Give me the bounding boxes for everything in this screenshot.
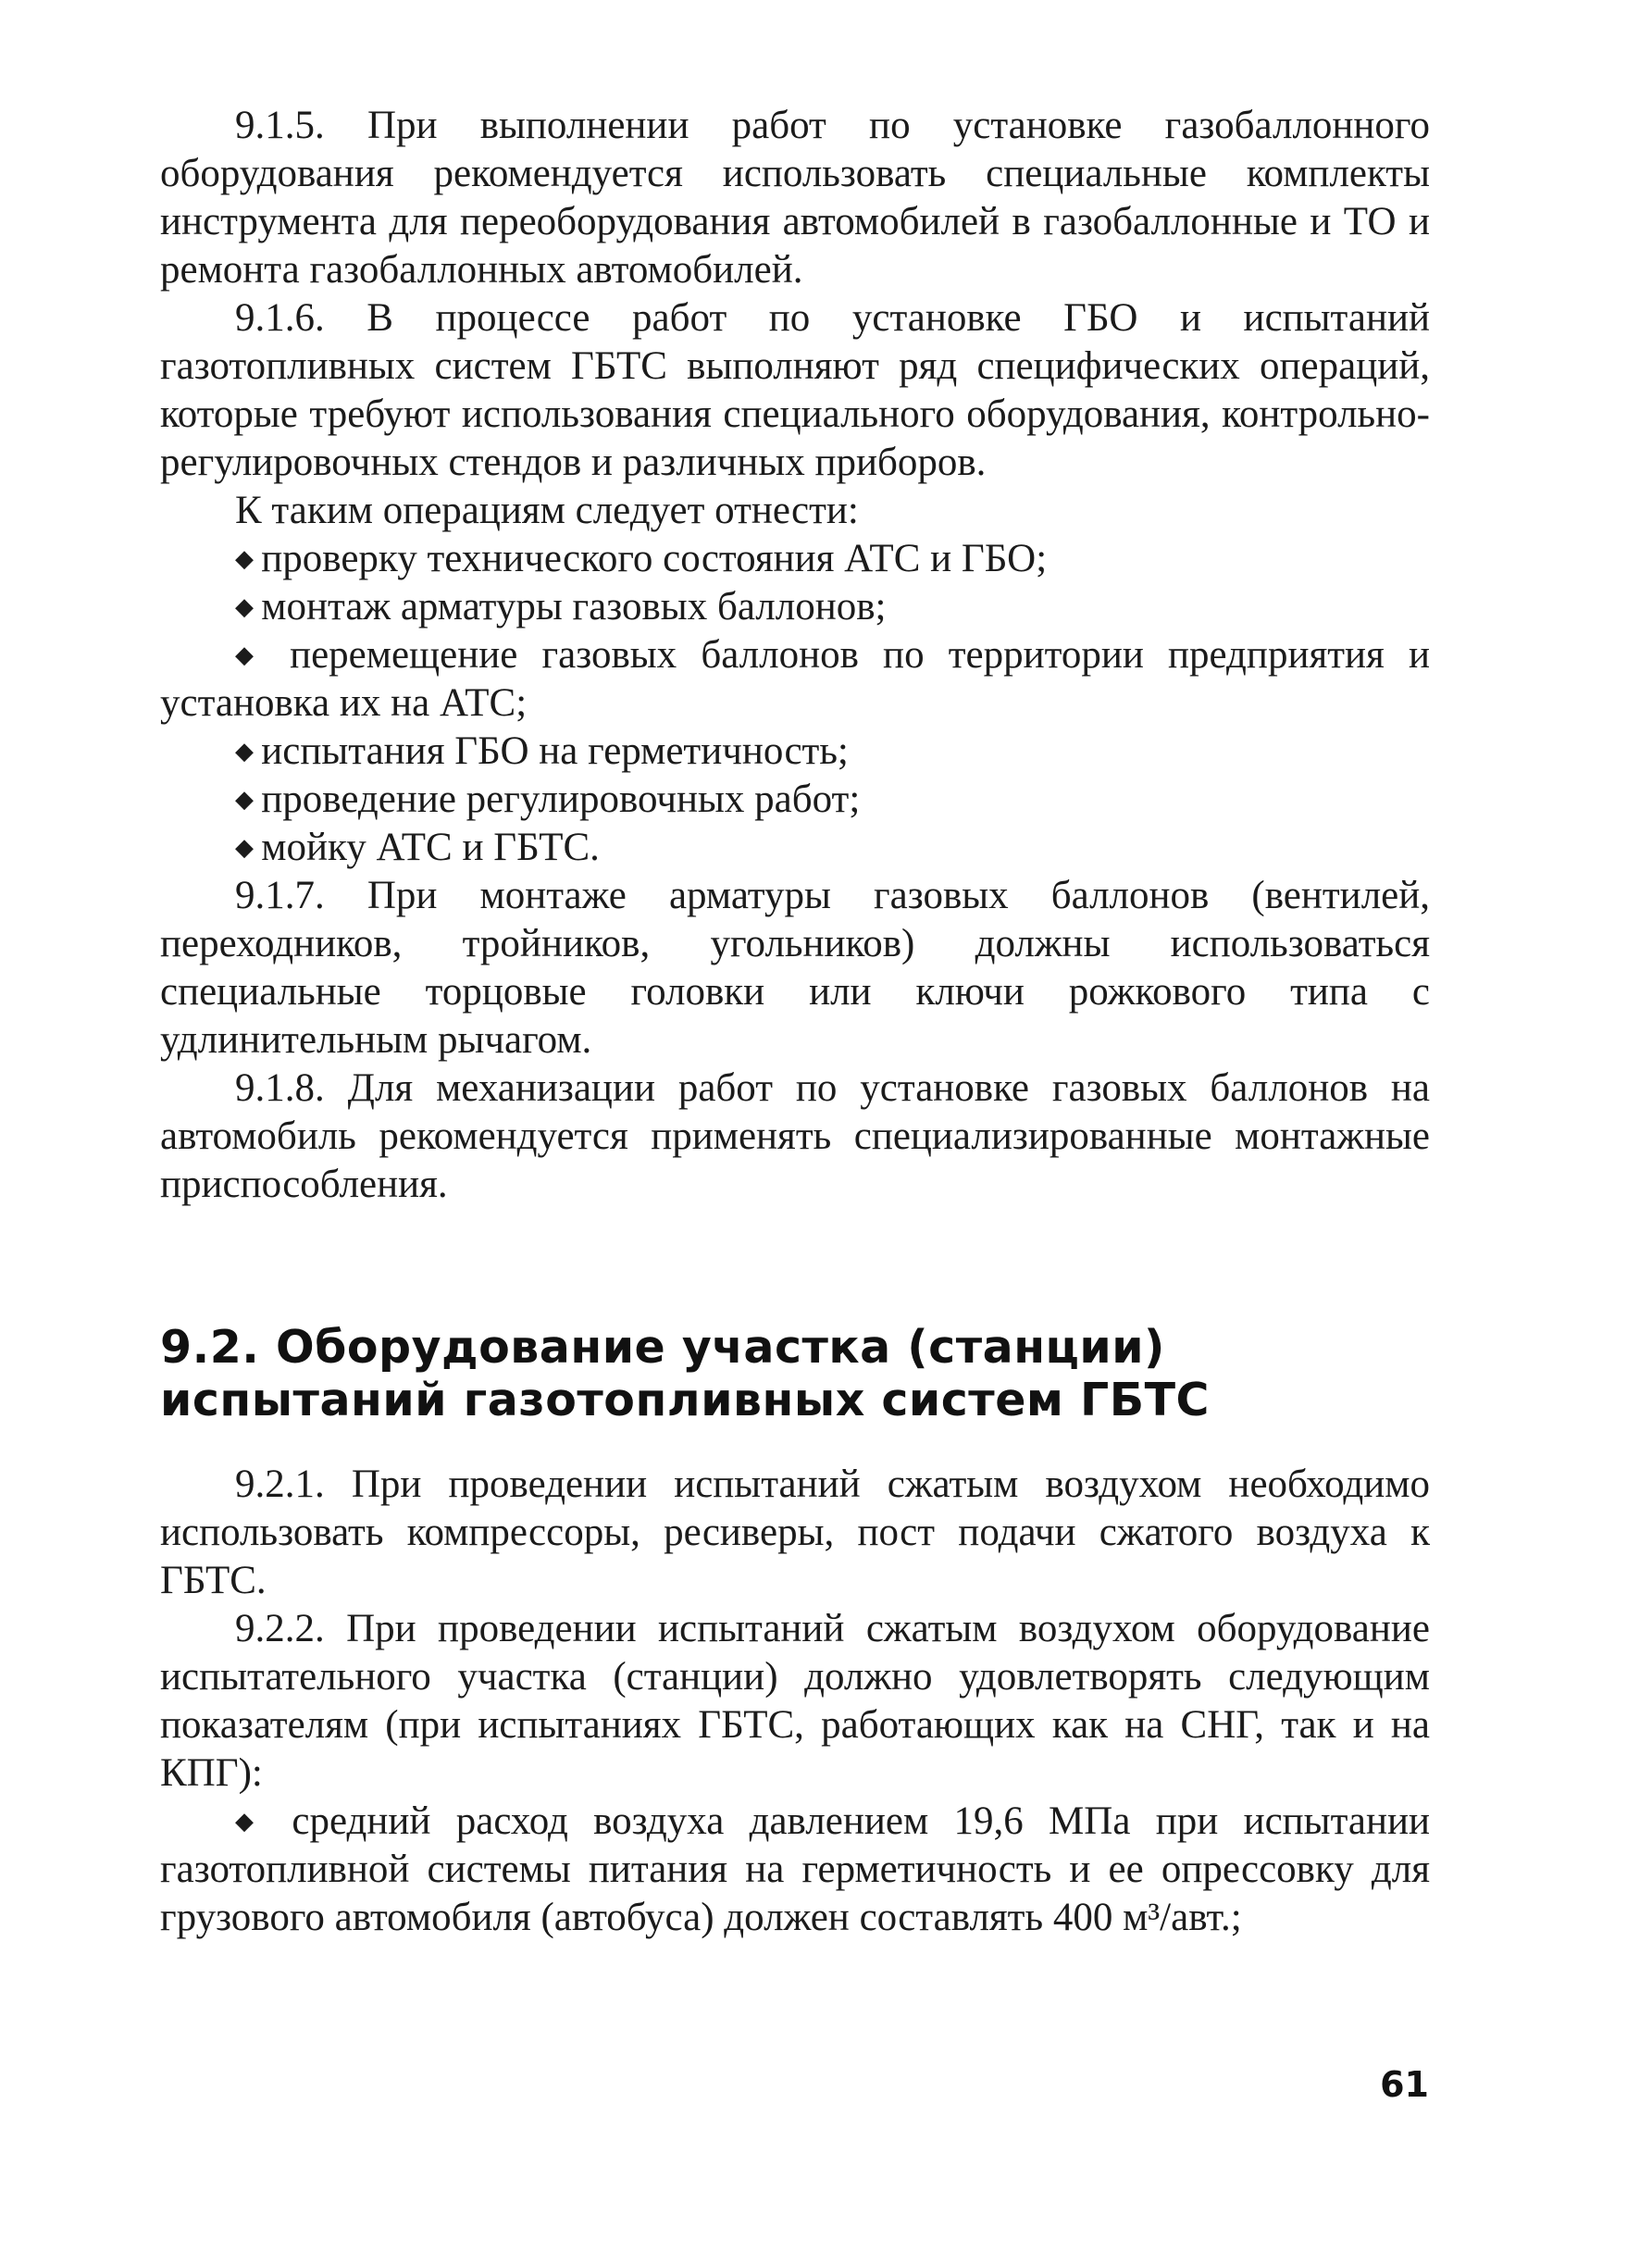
list-item: ◆ проведение регулировочных работ; <box>160 776 1430 824</box>
heading-line: испытаний газотопливных систем ГБТС <box>160 1374 1210 1426</box>
list-item: ◆ проверку технического состояния АТС и ГБО; <box>160 535 1430 583</box>
list-item: ◆ перемещение газовых баллонов по территории предприятия и установка их на АТС; <box>160 631 1430 728</box>
paragraph-9-2-1: 9.2.1. При проведении испытаний сжатым воздухом необходимо использовать компрессоры, ресиверы, пост подачи сжатого воздуха к ГБТС. <box>160 1463 1430 1602</box>
heading-line: 9.2. Оборудование участка (станции) <box>160 1321 1165 1374</box>
list-item: ◆ мойку АТС и ГБТС. <box>160 824 1430 872</box>
paragraph-9-1-7: 9.1.7. При монтаже арматуры газовых баллонов (вентилей, переходников, тройников, угольников) должны использоваться специальные торцовые головки или ключи рожкового типа с удлинительным рычагом. <box>160 874 1430 1062</box>
list-item: ◆ средний расход воздуха давлением 19,6 МПа при испытании газотопливной системы питания на герметичность и ее опрессовку для грузового автомобиля (автобуса) должен составлять 400 м³/авт.; <box>160 1798 1430 1942</box>
section-heading-9-2 <box>160 1321 1430 1426</box>
paragraph-9-1-5: 9.1.5. При выполнении работ по установке газобаллонного оборудования рекомендуется использовать специальные комплекты инструмента для переоборудования автомобилей в газобаллонные и ТО и ремонта газобаллонных автомобилей. <box>160 104 1430 292</box>
page-number: 61 <box>1380 2064 1429 2105</box>
paragraph-9-2-2: 9.2.2. При проведении испытаний сжатым воздухом оборудование испытательного участка (станции) должно удовлетворять следующим показателям (при испытаниях ГБТС, работающих как на СНГ, так и на КПГ): <box>160 1607 1430 1795</box>
list-item: ◆ монтаж арматуры газовых баллонов; <box>160 583 1430 631</box>
section-9-1-text <box>160 102 1430 1209</box>
section-9-2-text <box>160 1461 1430 1942</box>
list-item: ◆ испытания ГБО на герметичность; <box>160 728 1430 776</box>
list-intro: К таким операциям следует отнести: <box>235 489 859 532</box>
paragraph-9-1-8: 9.1.8. Для механизации работ по установке газовых баллонов на автомобиль рекомендуется применять специализированные монтажные приспособления. <box>160 1066 1430 1206</box>
paragraph-9-1-6: 9.1.6. В процессе работ по установке ГБО и испытаний газотопливных систем ГБТС выполняют ряд специфических операций, которые требуют использования специального оборудования, контрольно-регулировочных стендов и различных приборов. <box>160 296 1430 484</box>
